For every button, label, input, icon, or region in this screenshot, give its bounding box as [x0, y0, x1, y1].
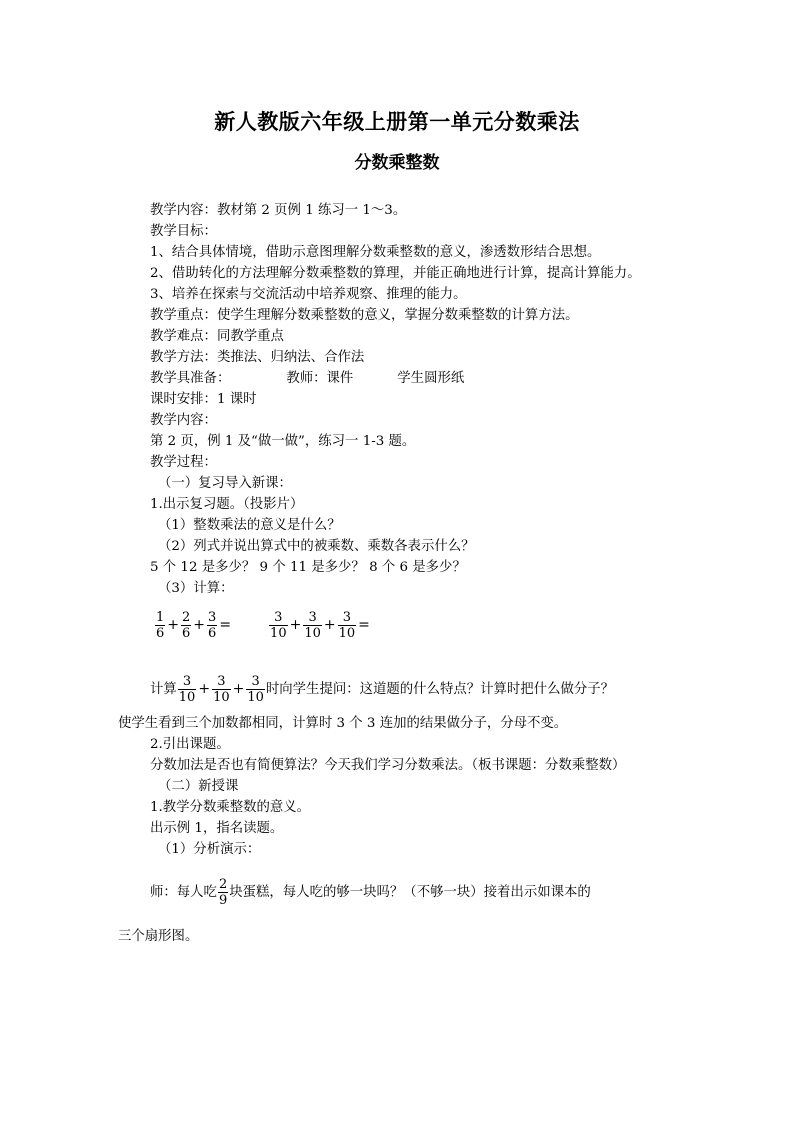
calc-suffix: 时向学生提问：这道题的什么特点？计算时把什么做分子？ [265, 681, 615, 697]
teaching-tools [118, 368, 678, 389]
teaching-content-heading: 教学内容： [150, 413, 217, 428]
plus-sign: + [289, 616, 302, 633]
teaching-difficulty: 教学难点：同教学重点 [150, 329, 284, 344]
fraction: $\frac{1}{6}$ [156, 609, 165, 641]
teacher-prefix: 师：每人吃 [150, 884, 217, 900]
step-meaning: 1.教学分数乘整数的意义。 [150, 800, 311, 815]
teacher-question-line [118, 872, 678, 912]
calc-prefix: 计算 [150, 681, 177, 697]
calc-question-line [118, 669, 678, 709]
topic-intro: 分数加法是否也有简便算法？今天我们学习分数乘法。（板书课题：分数乘整数） [150, 758, 626, 773]
teaching-process-heading: 教学过程： [150, 455, 217, 470]
fraction: $\frac{3}{10}$ [338, 609, 356, 641]
page-title: 新人教版六年级上册第一单元分数乘法 [214, 109, 580, 134]
fraction: $\frac{3}{10}$ [178, 673, 196, 705]
teaching-method: 教学方法：类推法、归纳法、合作法 [150, 350, 365, 365]
fraction: $\frac{2}{6}$ [182, 609, 191, 641]
plus-sign: + [232, 680, 245, 697]
fraction: $\frac{3}{10}$ [213, 673, 230, 705]
document-body [118, 200, 678, 947]
plus-sign: + [167, 616, 180, 633]
equals-sign: = [219, 616, 232, 633]
section-1-heading: （一）复习导入新课： [158, 476, 292, 491]
step-review: 1.出示复习题。（投影片） [150, 497, 304, 512]
analysis-heading: （1）分析演示： [158, 842, 261, 857]
goal-1: 1、结合具体情境，借助示意图理解分数乘整数的意义，渗透数形结合思想。 [150, 245, 601, 260]
step-introduce-topic: 2.引出课题。 [150, 737, 230, 752]
teaching-content-line: 教学内容：教材第 2 页例 1 练习一 1～3。 [150, 203, 407, 218]
fraction: $\frac{3}{6}$ [208, 609, 217, 641]
tools-student: 学生圆形纸 [397, 371, 465, 386]
example-1: 出示例 1，指名读题。 [150, 821, 284, 836]
plus-sign: + [198, 680, 211, 697]
fraction: $\frac{3}{10}$ [247, 673, 264, 705]
plus-sign: + [193, 616, 206, 633]
teaching-content-detail: 第 2 页，例 1 及“做一做”，练习一 1-3 题。 [150, 434, 416, 449]
class-schedule: 课时安排：1 课时 [150, 392, 257, 407]
teaching-key-point: 教学重点：使学生理解分数乘整数的意义，掌握分数乘整数的计算方法。 [150, 308, 579, 323]
calc-expressions [118, 603, 678, 647]
question-3: （3）计算： [158, 581, 234, 596]
closing-line: 三个扇形图。 [118, 929, 199, 944]
calc-explanation: 使学生看到三个加数都相同，计算时 3 个 3 连加的结果做分子，分母不变。 [118, 716, 568, 731]
teacher-suffix: 块蛋糕，每人吃的够一块吗？（不够一块）接着出示如课本的 [229, 884, 591, 900]
question-1: （1）整数乘法的意义是什么？ [158, 518, 341, 533]
equals-sign: = [358, 616, 370, 633]
fraction: $\frac{3}{10}$ [270, 609, 287, 641]
tools-label: 教学具准备： [150, 371, 231, 386]
question-2-examples: 5 个 12 是多少？ 9 个 11 是多少？ 8 个 6 是多少？ [150, 560, 466, 575]
tools-teacher: 教师：课件 [286, 371, 354, 386]
fraction: $\frac{3}{10}$ [304, 609, 321, 641]
teaching-goals-heading: 教学目标： [150, 224, 217, 239]
question-2: （2）列式并说出算式中的被乘数、乘数各表示什么？ [158, 539, 475, 554]
fraction: $\frac{2}{9}$ [218, 876, 228, 908]
page-subtitle: 分数乘整数 [354, 153, 440, 173]
section-2-heading: （二）新授课 [158, 779, 239, 794]
goal-2: 2、借助转化的方法理解分数乘整数的算理，并能正确地进行计算，提高计算能力。 [150, 266, 641, 281]
plus-sign: + [323, 616, 336, 633]
goal-3: 3、培养在探索与交流活动中培养观察、推理的能力。 [150, 287, 467, 302]
